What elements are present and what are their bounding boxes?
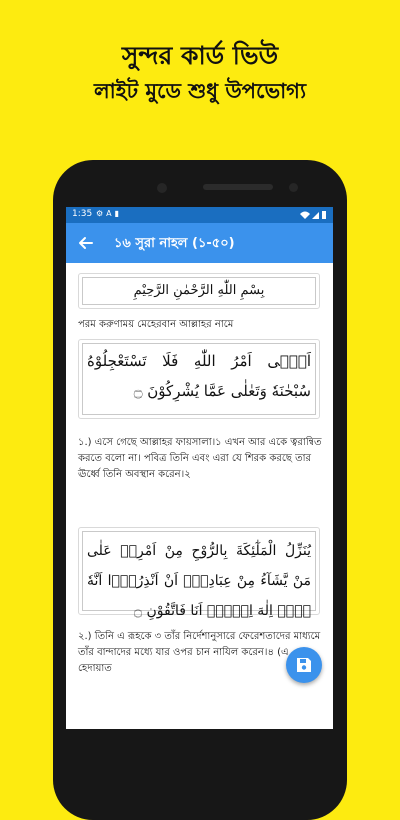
- a-icon: A: [106, 209, 115, 218]
- nav-bar: [66, 709, 333, 729]
- bismillah-card: [78, 273, 320, 309]
- status-icons: [96, 209, 122, 218]
- speaker-grille: [203, 184, 273, 190]
- back-arrow-icon[interactable]: [76, 233, 96, 253]
- page-title: ১৬ সুরা নাহল (১-৫০): [114, 236, 235, 251]
- signal-icon: [312, 212, 319, 219]
- wifi-icon: [300, 212, 310, 220]
- verse-2-translation: ২.) তিনি এ রূহকে ৩ তাঁর নির্দেশানুসারে ফেরেশতাদের মাধ্যমে তাঁর বান্দাদের মধ্যে যার ওপর চান নাযিল করেন।৪ (এ হেদায়াত: [78, 631, 321, 674]
- promo-title: সুন্দর কার্ড ভিউ: [121, 41, 279, 70]
- app-bar: [66, 223, 333, 263]
- sd-card-icon: ▮: [114, 209, 123, 218]
- bismillah-translation: পরম করুণাময় মেহেরবান আল্লাহর নামে: [78, 319, 234, 330]
- sensor-icon: [289, 183, 298, 192]
- gear-icon: ⚙: [96, 209, 107, 218]
- promo-subtitle: লাইট মুডে শুধু উপভোগ্য: [93, 79, 307, 103]
- status-bar: [66, 207, 333, 223]
- save-icon: [296, 657, 312, 673]
- verse-1-arabic-card: [78, 339, 320, 419]
- verse-2-arabic: يُنَزِّلُ الْمَلٰٓئِكَةَ بِالرُّوْحِ مِنْ اَمْرِهٖ عَلٰى مَنْ يَّشَآءُ مِنْ عِبَادِهٖۤ اَنْ اَنْذِرُوْۤا اَنَّهٗ لَاۤ اِلٰهَ اِلَّاۤ اَنَا فَاتَّقُوْنِ ۝: [87, 543, 311, 619]
- status-time: 1:35: [72, 209, 93, 219]
- verse-2-arabic-card: [78, 527, 320, 619]
- verse-list[interactable]: [66, 263, 333, 729]
- camera-icon: [157, 183, 167, 193]
- battery-icon: [322, 211, 326, 219]
- save-button[interactable]: [286, 647, 322, 683]
- verse-1-translation: ১.) এসে গেছে আল্লাহর ফায়সালা।১ এখন আর একে ত্বরান্বিত করতে বলো না। পবিত্র তিনি এবং এরা যে শিরক করছে তার ঊর্ধ্বে তিনি অবস্থান করেন।২: [78, 437, 322, 480]
- phone-screen: [66, 207, 333, 729]
- bismillah-arabic: بِسْمِ اللّٰهِ الرَّحْمٰنِ الرَّحِيْمِ: [133, 283, 265, 298]
- verse-1-arabic: اَتٰۤى اَمْرُ اللّٰهِ فَلَا تَسْتَعْجِلُوْهُ سُبْحٰنَهٗ وَتَعٰلٰى عَمَّا يُشْرِكُوْنَ ۝: [87, 352, 311, 400]
- status-right-icons: [299, 210, 327, 220]
